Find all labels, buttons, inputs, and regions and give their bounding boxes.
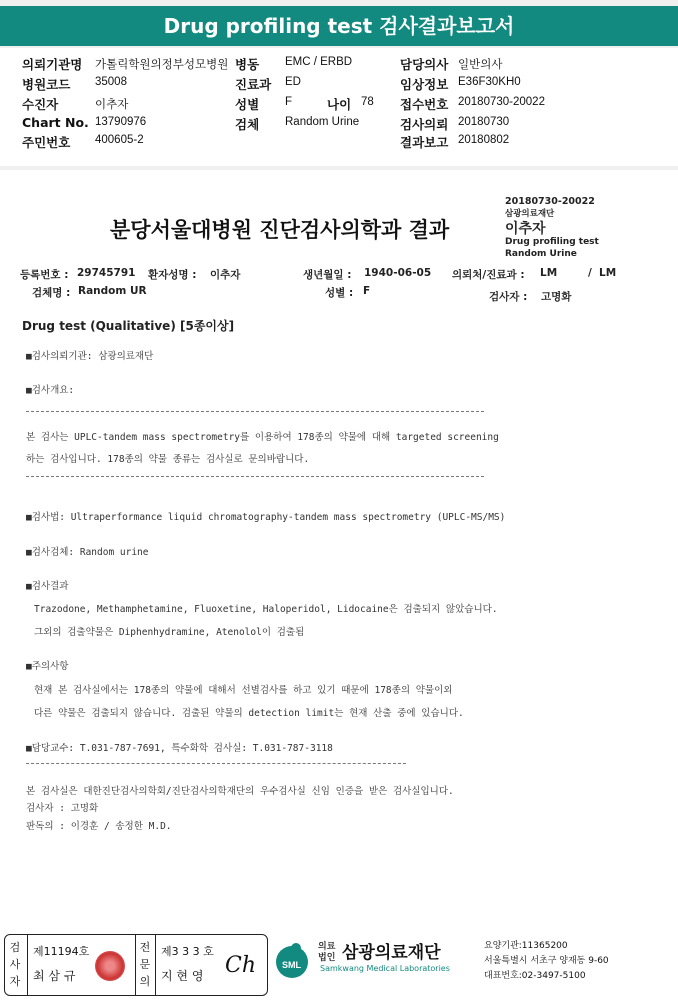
label-hospital-code: 병원코드 — [22, 77, 71, 92]
label-patient-sex: 성별 : — [325, 287, 354, 299]
specialist-name: 지 현 영 — [161, 969, 204, 983]
org-english-name: Samkwang Medical Laboratories — [320, 964, 450, 973]
value-clinical-info: E36F30KH0 — [458, 76, 521, 88]
line-overview-heading: ■검사개요: — [26, 385, 75, 396]
line-reader: 판독의 : 이경훈 / 송정한 M.D. — [26, 821, 172, 832]
sml-logo-text: SML — [282, 960, 301, 970]
label-specimen-name: 검체명 : — [32, 287, 71, 299]
label-department: 진료과 — [235, 77, 272, 92]
value-patient: 이추자 — [95, 99, 129, 111]
value-requesting-agency: 가톨릭학원의정부성모병원 — [95, 59, 229, 71]
divider — [26, 411, 484, 412]
divider — [135, 935, 136, 995]
specialist-title: 전문의 — [139, 941, 151, 988]
org-prefix: 의료법인 — [318, 942, 336, 963]
stamp-test: Drug profiling test — [505, 237, 599, 247]
label-examiner: 검사자 : — [489, 291, 528, 303]
value-hospital-code: 35008 — [95, 76, 127, 88]
specialist-license-no: 제3 3 3 호 — [161, 945, 214, 958]
value-specimen: Random Urine — [285, 116, 360, 128]
label-age: 나이 — [327, 97, 352, 112]
line-result-heading: ■검사결과 — [26, 581, 69, 592]
divider — [155, 935, 156, 995]
org-name: 삼광의료재단 — [342, 943, 441, 963]
value-doctor: 일반의사 — [458, 59, 503, 71]
label-reg-no: 등록번호 : — [20, 269, 69, 281]
official-seal — [95, 951, 125, 981]
examiner-license-no: 제11194호 — [33, 945, 90, 958]
value-dob: 1940-06-05 — [364, 267, 432, 279]
line-caution-heading: ■주의사항 — [26, 661, 69, 672]
org-address: 서울특별시 서초구 양재동 9-60 — [484, 956, 609, 966]
label-patient: 수진자 — [22, 97, 59, 112]
label-request-date: 검사의뢰 — [400, 117, 449, 132]
line-overview-2: 하는 검사입니다. 178종의 약물 종류는 검사실로 문의바랍니다. — [26, 454, 310, 465]
value-resident-no: 400605-2 — [95, 134, 144, 146]
dept-separator: / — [588, 267, 592, 279]
value-ordering-dept: LM — [540, 267, 558, 279]
report-footer — [0, 922, 678, 1000]
line-overview-1: 본 검사는 UPLC-tandem mass spectrometry를 이용하여 178종의 약물에 대해 targeted screening — [26, 432, 499, 443]
examiner-title: 검사자 — [9, 941, 21, 988]
stamp-specimen: Random Urine — [505, 249, 577, 259]
stamp-name: 이추자 — [505, 221, 546, 237]
label-patient-name: 환자성명 : — [148, 269, 197, 281]
label-doctor: 담당의사 — [400, 57, 449, 72]
divider — [26, 476, 484, 477]
label-sex: 성별 — [235, 97, 260, 112]
divider — [27, 935, 28, 995]
label-ward: 병동 — [235, 57, 260, 72]
label-specimen: 검체 — [235, 117, 260, 132]
line-certification: 본 검사실은 대한진단검사의학회/진단검사의학재단의 우수검사실 신임 인증을 받은 검사실입니다. — [26, 786, 454, 797]
line-result-1: Trazodone, Methamphetamine, Fluoxetine, Haloperidol, Lidocaine은 검출되지 않았습니다. — [34, 604, 498, 615]
value-ward: EMC / ERBD — [285, 56, 353, 68]
test-section-title: Drug test (Qualitative) [5종이상] — [22, 319, 235, 333]
label-ordering-dept: 의뢰처/진료과 : — [452, 269, 525, 281]
sml-logo-icon — [272, 940, 312, 980]
value-patient-name: 이추자 — [210, 269, 241, 281]
value-request-date: 20180730 — [458, 116, 510, 128]
line-contact: ■담당교수: T.031-787-7691, 특수화학 검사실: T.031-787-3118 — [26, 743, 333, 754]
label-requesting-agency: 의뢰기관명 — [22, 57, 83, 72]
value-report-date: 20180802 — [458, 134, 510, 146]
org-code: 요양기관:11365200 — [484, 941, 568, 951]
label-accession-no: 접수번호 — [400, 97, 449, 112]
line-method: ■검사법: Ultraperformance liquid chromatography-tandem mass spectrometry (UPLC-MS/MS) — [26, 512, 506, 523]
specialist-signature: Ch — [225, 953, 257, 978]
value-reg-no: 29745791 — [77, 267, 136, 279]
divider — [26, 763, 406, 764]
signature-box — [4, 934, 268, 996]
line-caution-1: 현재 본 검사실에서는 178종의 약물에 대해서 선별검사를 하고 있기 때문에 178종의 약물이외 — [34, 685, 453, 696]
label-report-date: 결과보고 — [400, 135, 449, 150]
value-sex: F — [285, 96, 293, 108]
line-agency: ■검사의뢰기관: 삼광의료재단 — [26, 351, 154, 362]
line-result-2: 그외의 검출약물은 Diphenhydramine, Atenolol이 검출됨 — [34, 627, 305, 638]
value-department-code: LM — [599, 267, 617, 279]
line-specimen: ■검사검체: Random urine — [26, 547, 149, 558]
report-header — [0, 6, 678, 46]
value-patient-sex: F — [363, 285, 371, 297]
line-examiner: 검사자 : 고명화 — [26, 803, 99, 814]
line-caution-2: 다른 약물은 검출되지 않습니다. 검출된 약물의 detection limit는 현재 산출 중에 있습니다. — [34, 708, 464, 719]
patient-info-panel — [0, 48, 678, 166]
label-chart-no: Chart No. — [22, 115, 89, 130]
label-resident-no: 주민번호 — [22, 135, 71, 150]
org-phone: 대표번호:02-3497-5100 — [484, 971, 586, 981]
value-age: 78 — [361, 96, 374, 108]
value-examiner: 고명화 — [541, 291, 572, 303]
stamp-number: 20180730-20022 — [505, 196, 595, 207]
value-department: ED — [285, 76, 301, 88]
stamp-org: 삼광의료재단 — [505, 209, 555, 219]
label-clinical-info: 임상정보 — [400, 77, 449, 92]
value-chart-no: 13790976 — [95, 116, 147, 128]
label-dob: 생년월일 : — [303, 269, 352, 281]
report-title: Drug profiling test 검사결과보고서 — [163, 14, 515, 38]
examiner-name: 최 삼 규 — [33, 969, 76, 983]
value-specimen-name: Random UR — [78, 285, 147, 297]
value-accession-no: 20180730-20022 — [458, 96, 545, 108]
hospital-report-title: 분당서울대병원 진단검사의학과 결과 — [110, 218, 450, 242]
scanned-report — [0, 170, 678, 922]
